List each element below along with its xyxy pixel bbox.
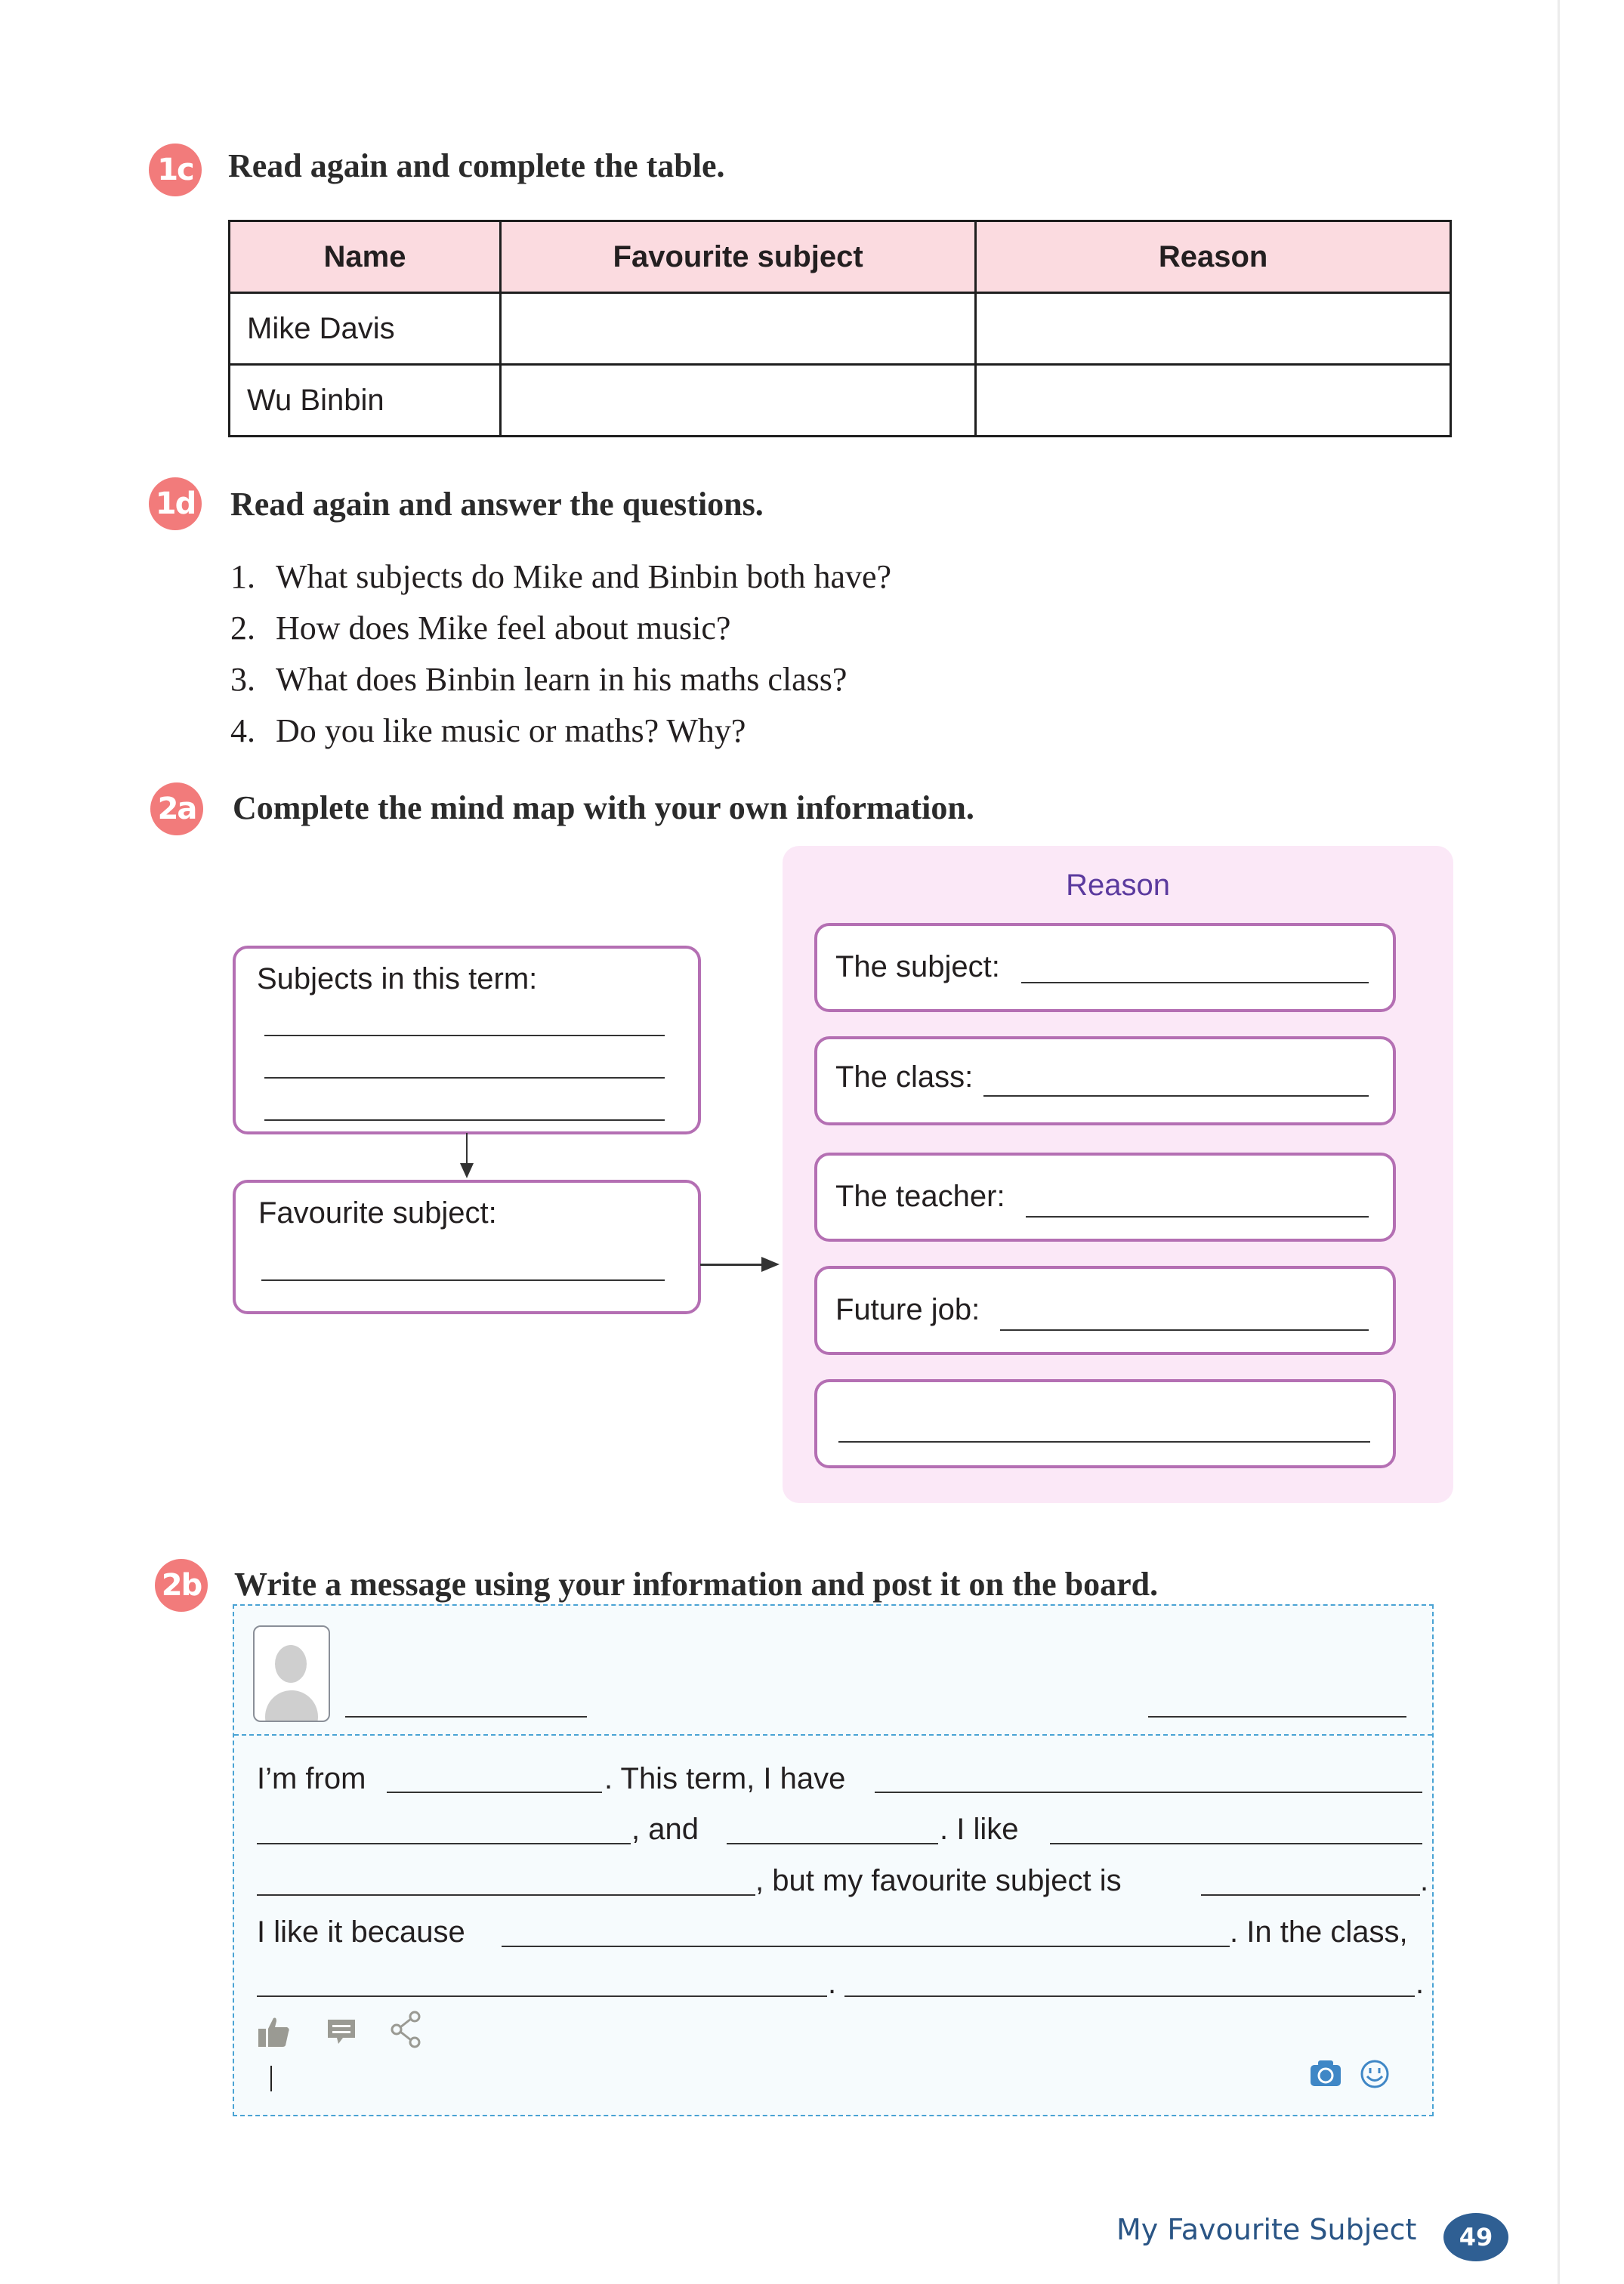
date-blank[interactable] [1148,1716,1406,1718]
msg-blank-because[interactable] [502,1946,1230,1947]
subjects-blank-3[interactable] [264,1119,665,1121]
reason-box-other [814,1379,1396,1468]
question-number: 2. [230,610,255,647]
section-badge-2b: 2b [155,1559,208,1612]
msg-text: . [1420,1864,1429,1897]
table-header-name: Name [230,221,501,293]
reason-label: The class: [835,1060,974,1094]
msg-blank-class-1[interactable] [257,1995,827,1997]
section-heading-1d: Read again and answer the questions. [230,486,764,523]
board-divider [234,1734,1432,1736]
msg-blank-from[interactable] [387,1792,602,1793]
reason-blank[interactable] [1000,1329,1369,1331]
table-cell-favourite-subject[interactable] [501,293,976,365]
favourite-box [233,1180,701,1314]
thumbs-up-icon[interactable] [257,2015,290,2048]
table-cell-name: Mike Davis [230,293,501,365]
reason-title: Reason [1066,869,1170,902]
arrow-right-icon [700,1264,764,1266]
table-header-row [230,221,1451,293]
msg-blank-subjects[interactable] [875,1792,1422,1793]
msg-text: , but my favourite subject is [755,1864,1122,1897]
username-blank[interactable] [345,1716,587,1718]
arrow-down-icon [466,1133,468,1166]
question-item [230,705,891,757]
subjects-blank-1[interactable] [264,1035,665,1036]
arrow-down-head-icon [460,1163,474,1178]
favourite-label: Favourite subject: [258,1196,497,1230]
question-text: What does Binbin learn in his maths class? [276,661,848,698]
section-badge-1d: 1d [149,477,202,530]
msg-text: I’m from [257,1762,366,1795]
section-heading-1c: Read again and complete the table. [228,147,725,184]
text-cursor[interactable] [270,2066,272,2091]
reason-blank[interactable] [1021,982,1369,983]
reason-box-subject [814,923,1396,1012]
table-cell-reason[interactable] [976,365,1451,437]
msg-text: , and [631,1813,699,1846]
msg-blank-subject-3[interactable] [727,1843,938,1844]
reason-blank[interactable] [983,1095,1369,1097]
table-row [230,365,1451,437]
question-text: What subjects do Mike and Binbin both have? [276,558,892,595]
page-number: 49 [1443,2213,1508,2261]
arrow-right-head-icon [761,1257,780,1272]
msg-text: . In the class, [1230,1915,1408,1949]
reason-label: Future job: [835,1293,980,1326]
comment-icon[interactable] [326,2018,357,2047]
reason-panel [783,846,1453,1503]
table-cell-favourite-subject[interactable] [501,365,976,437]
table-cell-name: Wu Binbin [230,365,501,437]
section-heading-2a: Complete the mind map with your own information. [233,789,974,826]
question-number: 3. [230,661,255,698]
msg-blank-like[interactable] [1050,1843,1422,1844]
msg-blank-subject-2[interactable] [257,1843,631,1844]
section-badge-2a: 2a [150,782,203,835]
subjects-blank-2[interactable] [264,1077,665,1079]
table-header-favourite-subject: Favourite subject [501,221,976,293]
camera-icon[interactable] [1309,2059,1342,2088]
question-number: 1. [230,558,255,595]
msg-text: I like it because [257,1915,465,1949]
msg-blank-favourite[interactable] [1201,1894,1420,1896]
question-number: 4. [230,712,255,749]
reason-label: The teacher: [835,1180,1005,1213]
table-cell-reason[interactable] [976,293,1451,365]
favourite-blank[interactable] [261,1279,665,1281]
smiley-icon[interactable] [1360,2059,1390,2089]
section-heading-2b: Write a message using your information and post it on the board. [234,1566,1159,1603]
share-icon[interactable] [389,2011,422,2048]
msg-blank-like-2[interactable] [257,1894,755,1896]
msg-text: . This term, I have [604,1762,846,1795]
question-item [230,551,891,603]
table-header-reason: Reason [976,221,1451,293]
reason-blank[interactable] [1026,1216,1369,1218]
reason-box-class [814,1036,1396,1125]
question-text: Do you like music or maths? Why? [276,712,746,749]
msg-text: . [1416,1967,1425,2000]
question-text: How does Mike feel about music? [276,610,731,647]
complete-table [228,220,1452,437]
question-list [230,551,891,757]
reason-box-teacher [814,1153,1396,1242]
reason-box-future-job [814,1266,1396,1355]
msg-blank-class-2[interactable] [844,1995,1415,1997]
msg-text: . [828,1967,837,2000]
table-row [230,293,1451,365]
reason-blank[interactable] [838,1441,1370,1443]
page-binding-edge [1558,0,1560,2284]
subjects-box [233,946,701,1134]
subjects-label: Subjects in this term: [257,962,538,995]
section-badge-1c: 1c [149,144,202,196]
avatar-icon [253,1625,330,1722]
question-item [230,603,891,654]
reason-label: The subject: [835,950,1000,983]
msg-text: . I like [940,1813,1019,1846]
question-item [230,654,891,705]
footer-unit-title: My Favourite Subject [1116,2213,1417,2246]
